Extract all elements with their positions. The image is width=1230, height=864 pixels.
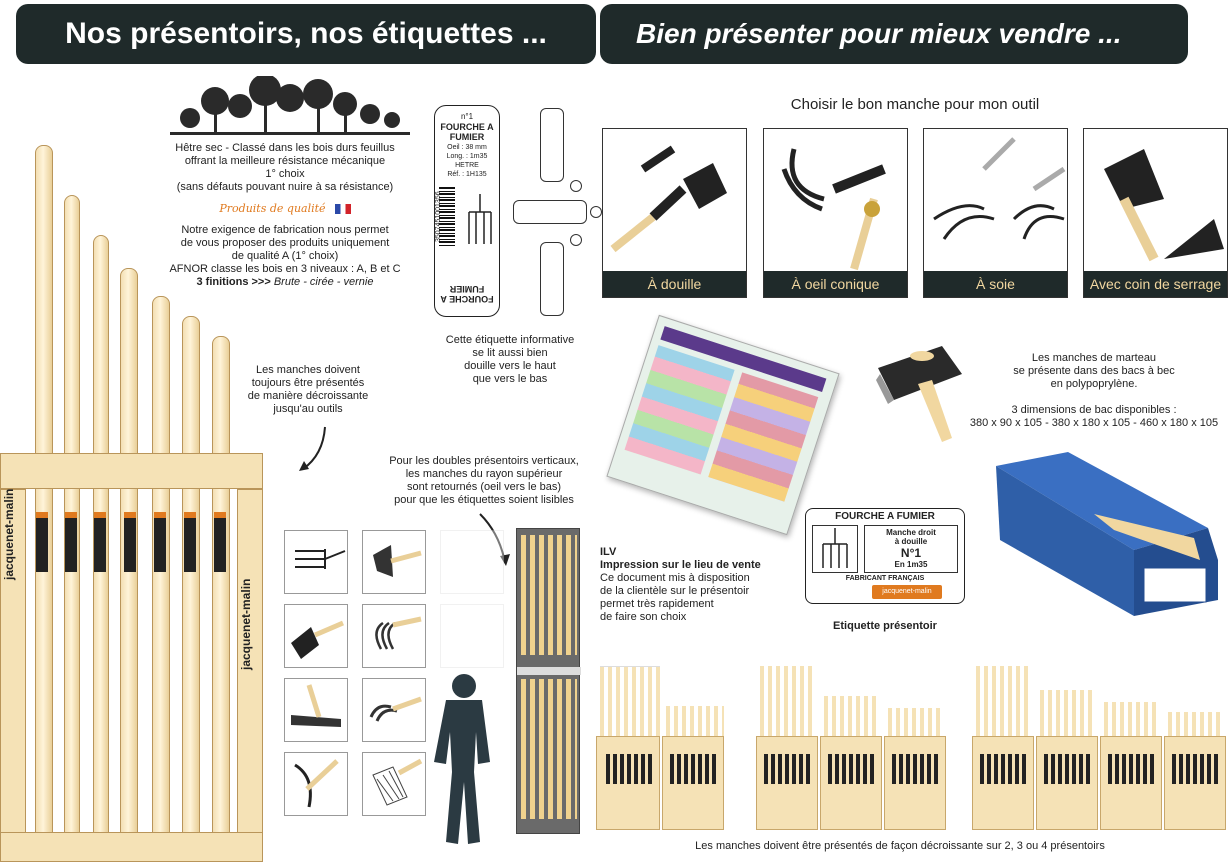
presentoir-info-box (864, 525, 958, 573)
ilv-line-2: de la clientèle sur le présentoir (600, 585, 750, 597)
hammer-note-line-3: en polypoprylène. (1050, 378, 1138, 390)
rack-note (238, 364, 378, 416)
double-note (374, 455, 594, 507)
french-flag-icon (335, 204, 351, 214)
tool-cell-shovel (284, 604, 348, 668)
label-note-line-3: douille vers le haut (464, 360, 556, 372)
label-title: FOURCHE A FUMIER (440, 122, 494, 142)
presentoir-title: FOURCHE A FUMIER (835, 511, 935, 522)
ilv-line-4: de faire son choix (600, 611, 687, 623)
brand-vertical-left: jacquenet-malin (2, 488, 16, 580)
wood-line-1: Hêtre sec - Classé dans les bois durs feuillus (175, 142, 395, 154)
mini-label-1 (540, 108, 564, 182)
rack-note-line-1: Les manches doivent (256, 364, 360, 376)
rack-note-line-2: toujours être présentés (251, 377, 365, 389)
wood-info-block (160, 142, 410, 289)
header-banner-right (600, 4, 1188, 64)
rack-note-line-3: de manière décroissante (247, 390, 369, 402)
brand-logo: jacquenet-malin (872, 585, 942, 599)
tool-cell-cultivator (362, 604, 426, 668)
vertical-display-rack (516, 528, 580, 834)
label-long: Long. : 1m35 (446, 153, 488, 160)
presentoir-desc-2: à douille (894, 537, 928, 546)
fork-icon (813, 526, 857, 572)
mini-rack-group-3 (756, 666, 948, 836)
quality-label: Produits de qualité (219, 202, 326, 215)
tool-cell-rake (362, 752, 426, 816)
tool-type-oeil-conique (763, 128, 908, 298)
hammer-note-line-6: 380 x 90 x 105 - 380 x 180 x 105 - 460 x 180 x 105 (969, 417, 1219, 429)
hammer-note (958, 352, 1230, 430)
blue-bin (994, 450, 1230, 622)
person-silhouette (418, 672, 508, 852)
tool-type-label: À soie (924, 271, 1067, 297)
tool-cell-fork (284, 530, 348, 594)
wood-line-4: (sans défauts pouvant nuire à sa résistance) (176, 181, 394, 193)
crosshair-icon (570, 180, 582, 192)
tool-type-douille (602, 128, 747, 298)
hammer-note-line-2: se présente dans des bacs à bec (1013, 365, 1175, 377)
mini-rack-group-4 (972, 666, 1228, 836)
ilv-line-3: permet très rapidement (600, 598, 714, 610)
label-note-line-2: se lit aussi bien (472, 347, 548, 359)
crosshair-icon (570, 234, 582, 246)
mini-label-3 (540, 242, 564, 316)
rack-labels (36, 512, 236, 572)
label-note-line-4: que vers le bas (472, 373, 548, 385)
presentoir-label (805, 508, 965, 604)
ilv-brochure (606, 315, 839, 535)
finishes-label: 3 finitions >>> (196, 276, 271, 288)
tool-cell-hoe (362, 678, 426, 742)
crosshair-icon (590, 206, 602, 218)
hammer-note-line-5: 3 dimensions de bac disponibles : (1011, 404, 1177, 416)
presentoir-caption: Etiquette présentoir (833, 620, 937, 632)
presentoir-fab: FABRICANT FRANÇAIS (845, 575, 925, 582)
handle-1 (35, 145, 53, 845)
tool-type-label: Avec coin de serrage (1084, 271, 1227, 297)
double-note-line-3: sont retournés (oeil vers le bas) (406, 481, 562, 493)
presentoir-num: N°1 (900, 546, 922, 560)
arrow-icon (295, 425, 335, 475)
ilv-subtitle: Impression sur le lieu de vente (600, 559, 761, 571)
rack-top-bar (0, 453, 263, 489)
presentoir-fork-box (812, 525, 858, 573)
bottom-note: Les manches doivent être présentés de façon décroissante sur 2, 3 ou 4 présentoirs (695, 840, 1105, 852)
tool-cell-pickaxe (284, 752, 348, 816)
tool-cell-broom (284, 678, 348, 742)
presentoir-length: En 1m35 (894, 560, 928, 569)
label-card (434, 105, 500, 317)
ilv-line-1: Ce document mis à disposition (600, 572, 750, 584)
label-ref: Réf. : 1H135 (447, 171, 487, 178)
wood-line-3: 1° choix (265, 168, 305, 180)
label-num: n°1 (460, 112, 474, 121)
tool-type-label: À oeil conique (764, 271, 907, 297)
double-note-line-2: les manches du rayon supérieur (405, 468, 563, 480)
tool-cell-faded (440, 604, 504, 668)
wood-line-2: offrant la meilleure résistance mécanique (184, 155, 386, 167)
header-title-right: Bien présenter pour mieux vendre ... (636, 18, 1122, 49)
label-note-line-1: Cette étiquette informative (445, 334, 575, 346)
tool-type-coin-serrage (1083, 128, 1228, 298)
hammer-note-line-4 (958, 391, 1230, 404)
rack-note-line-4: jusqu'au outils (273, 403, 343, 415)
finishes-value: Brute - cirée - vernie (273, 276, 374, 288)
exigence-line-2: de vous proposer des produits uniquement (180, 237, 390, 249)
barcode-number: 3507451001356 (435, 191, 442, 242)
label-wood: HETRE (455, 162, 479, 169)
fork-icon (465, 194, 495, 246)
hammer-note-line-1: Les manches de marteau (1031, 352, 1157, 364)
trees-illustration (170, 76, 410, 138)
ilv-block (600, 546, 790, 624)
ilv-title: ILV (600, 546, 617, 558)
tool-type-label: À douille (603, 271, 746, 297)
handle-7 (212, 336, 230, 845)
exigence-line-1: Notre exigence de fabrication nous permet (181, 224, 389, 236)
brand-vertical-right: jacquenet-malin (239, 578, 253, 670)
header-banner-left (16, 4, 596, 64)
label-title-inverted: FOURCHE A FUMIER (440, 284, 494, 304)
tool-cell-faded (440, 530, 504, 594)
label-note (430, 334, 590, 386)
exigence-line-3: de qualité A (1° choix) (231, 250, 339, 262)
mini-label-2 (513, 200, 587, 224)
rack-bottom-bar (0, 832, 263, 862)
presentoir-desc-1: Manche droit (886, 528, 936, 537)
double-note-line-4: pour que les étiquettes soient lisibles (394, 494, 574, 506)
mini-rack-group-2 (596, 666, 724, 836)
choose-title: Choisir le bon manche pour mon outil (790, 96, 1040, 113)
hammer-illustration (872, 334, 972, 448)
tool-type-soie (923, 128, 1068, 298)
double-note-line-1: Pour les doubles présentoirs verticaux, (389, 455, 579, 467)
quality-label-row (160, 202, 410, 216)
tool-cell-axe (362, 530, 426, 594)
exigence-line-4: AFNOR classe les bois en 3 niveaux : A, B et C (169, 263, 401, 275)
header-title-left: Nos présentoirs, nos étiquettes ... (65, 17, 547, 50)
handle-6 (182, 316, 200, 845)
label-oeil: Oeil : 38 mm (447, 144, 487, 151)
finishes-row (160, 276, 410, 289)
